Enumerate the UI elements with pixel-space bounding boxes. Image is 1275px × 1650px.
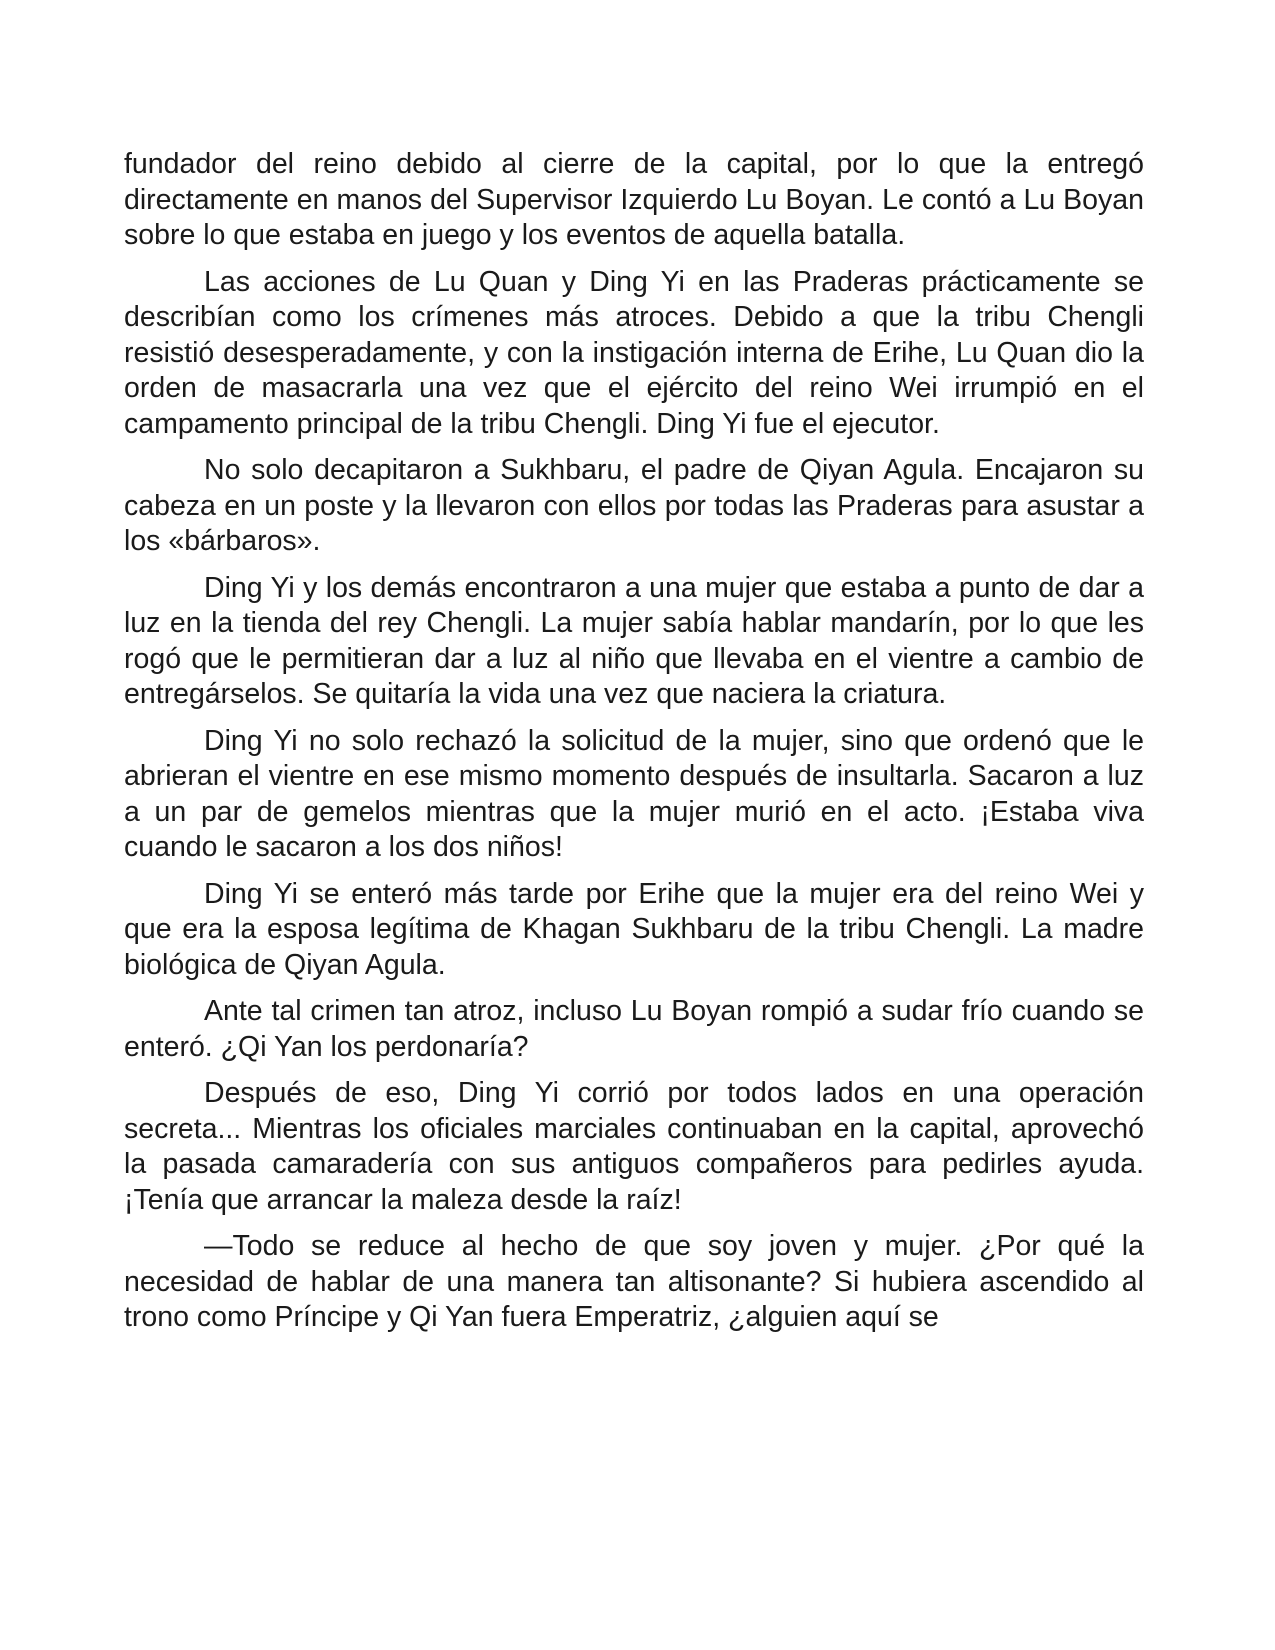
paragraph-3: No solo decapitaron a Sukhbaru, el padre de Qiyan Agula. Encajaron su cabeza en un poste y la llevaron con ellos por todas las Praderas para asustar a los «bárbaros». [124, 454, 1144, 557]
body-text [124, 147, 1144, 1347]
paragraph-8: Después de eso, Ding Yi corrió por todos lados en una operación secreta... Mientras los oficiales marciales continuaban en la capital, aprovechó la pasada camaradería con sus antiguos compañeros para pedirles ayuda. ¡Tenía que arrancar la maleza desde la raíz! [124, 1077, 1144, 1216]
paragraph-2: Las acciones de Lu Quan y Ding Yi en las Praderas prácticamente se describían como los crímenes más atroces. Debido a que la tribu Chengli resistió desesperadamente, y con la instigación interna de Erihe, Lu Quan dio la orden de masacrarla una vez que el ejército del reino Wei irrumpió en el campamento principal de la tribu Chengli. Ding Yi fue el ejecutor. [124, 265, 1144, 440]
paragraph-1: fundador del reino debido al cierre de la capital, por lo que la entregó directamente en manos del Supervisor Izquierdo Lu Boyan. Le contó a Lu Boyan sobre lo que estaba en juego y los eventos de aquella batalla. [124, 148, 1144, 251]
paragraph-6: Ding Yi se enteró más tarde por Erihe que la mujer era del reino Wei y que era la esposa legítima de Khagan Sukhbaru de la tribu Chengli. La madre biológica de Qiyan Agula. [124, 877, 1144, 981]
paragraph-9: —Todo se reduce al hecho de que soy joven y mujer. ¿Por qué la necesidad de hablar de una manera tan altisonante? Si hubiera ascendido al trono como Príncipe y Qi Yan fuera Emperatriz, ¿alguien aquí se [124, 1230, 1144, 1333]
paragraph-4: Ding Yi y los demás encontraron a una mujer que estaba a punto de dar a luz en la tienda del rey Chengli. La mujer sabía hablar mandarín, por lo que les rogó que le permitieran dar a luz al niño que llevaba en el vientre a cambio de entregárselos. Se quitaría la vida una vez que naciera la criatura. [124, 571, 1144, 710]
paragraph-7: Ante tal crimen tan atroz, incluso Lu Boyan rompió a sudar frío cuando se enteró. ¿Qi Yan los perdonaría? [124, 995, 1144, 1063]
paragraph-5: Ding Yi no solo rechazó la solicitud de la mujer, sino que ordenó que le abrieran el vientre en ese mismo momento después de insultarla. Sacaron a luz a un par de gemelos mientras que la mujer murió en el acto. ¡Estaba viva cuando le sacaron a los dos niños! [124, 724, 1144, 863]
